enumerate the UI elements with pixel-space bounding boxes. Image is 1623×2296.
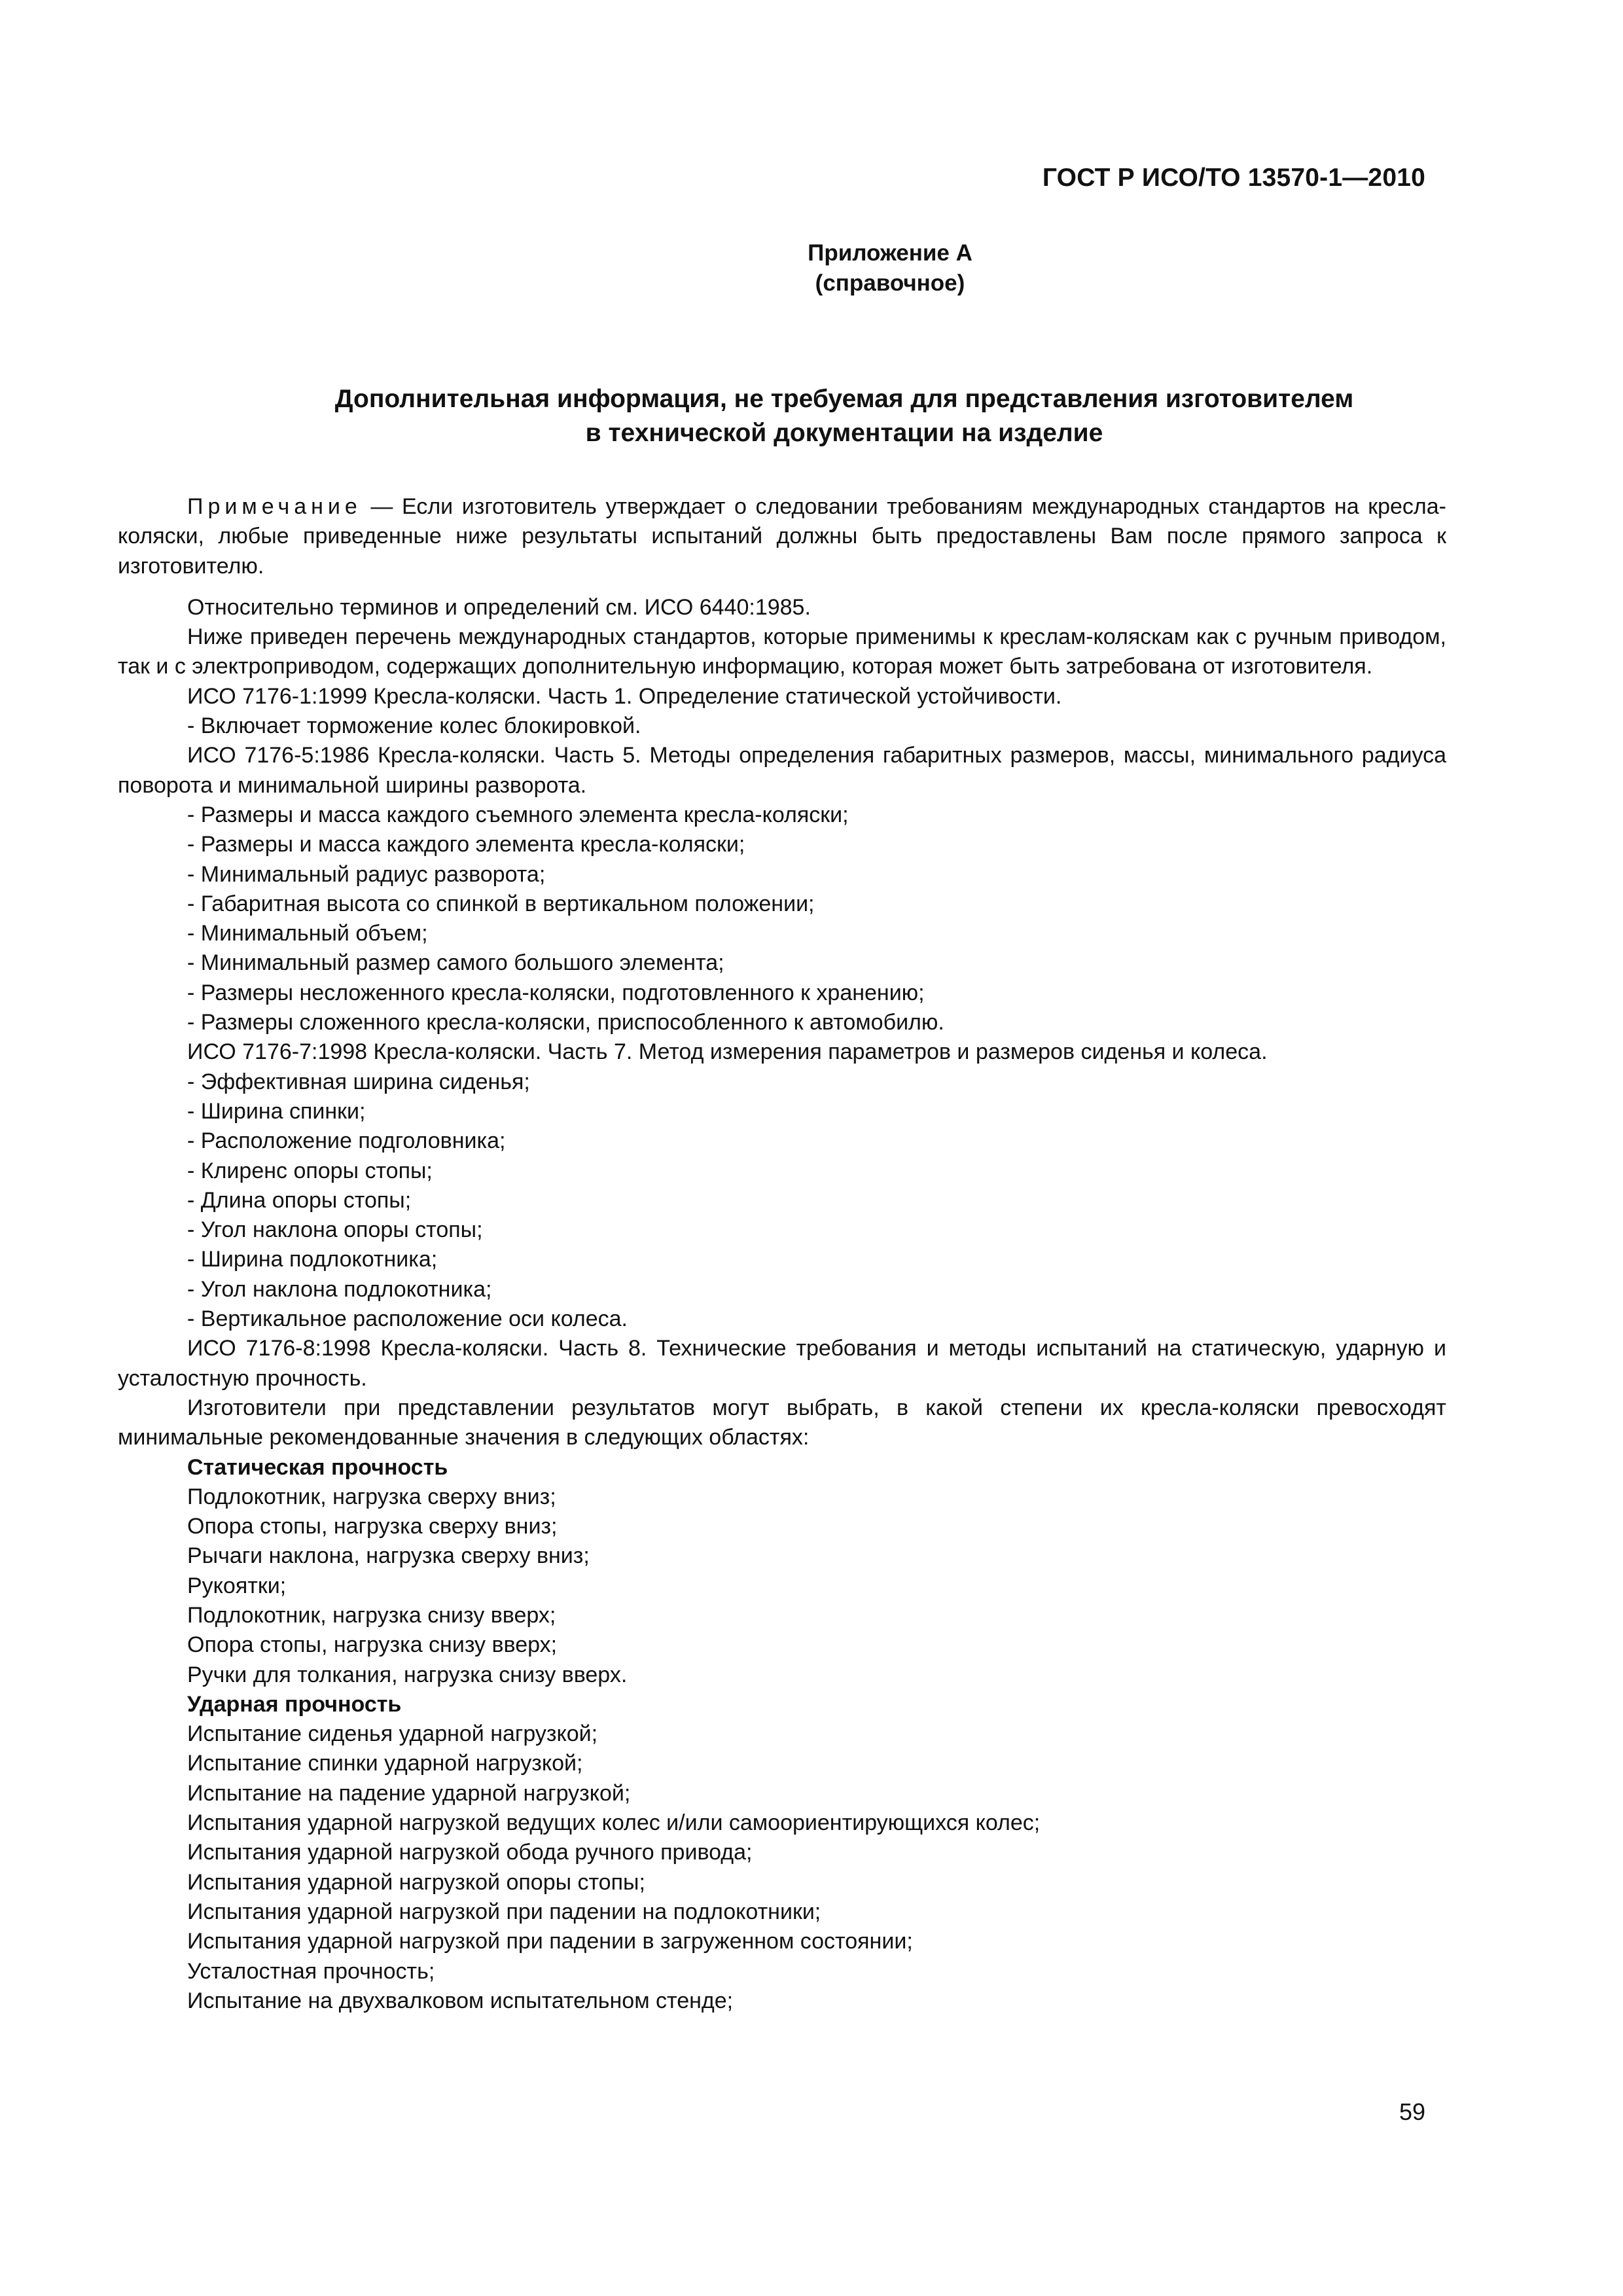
list-item: - Включает торможение колес блокировкой.	[187, 713, 641, 739]
note-paragraph	[118, 492, 1446, 581]
list-item: Испытания ударной нагрузкой обода ручного привода;	[187, 1840, 753, 1865]
list-item: - Габаритная высота со спинкой в вертикальном положении;	[187, 891, 815, 916]
list-item: Испытание спинки ударной нагрузкой;	[187, 1751, 583, 1776]
list-item: Опора стопы, нагрузка снизу вверх;	[187, 1632, 558, 1658]
iso-7176-7-paragraph: ИСО 7176-7:1998 Кресла-коляски. Часть 7. Метод измерения параметров и размеров сиденья и колеса.	[187, 1039, 1268, 1065]
list-item: - Эффективная ширина сиденья;	[187, 1069, 530, 1094]
list-item: - Угол наклона опоры стопы;	[187, 1217, 483, 1243]
manufacturers-paragraph: Изготовители при представлении результатов могут выбрать, в какой степени их кресла-коляски превосходят минимальные рекомендованные значения в следующих областях:	[118, 1395, 1446, 1450]
static-strength-heading: Статическая прочность	[187, 1454, 448, 1480]
list-item: Испытания ударной нагрузкой ведущих колес и/или самоориентирующихся колес;	[187, 1810, 1041, 1836]
note-lead: Примечание	[187, 494, 362, 519]
static-strength-list	[118, 1482, 1446, 1690]
list-item: - Размеры и масса каждого съемного элемента кресла-коляски;	[187, 802, 849, 827]
list-item: Испытания ударной нагрузкой опоры стопы;	[187, 1869, 645, 1895]
impact-strength-heading: Ударная прочность	[187, 1691, 402, 1717]
appendix-title	[0, 382, 1623, 450]
note-text: — Если изготовитель утверждает о следовании требованиям международных стандартов на кресла-коляски, любые приведенные ниже результаты испытаний должны быть предоставлены Вам после прямого запроса к изготовителю.	[118, 494, 1446, 579]
list-item: - Клиренс опоры стопы;	[187, 1158, 433, 1183]
appendix-label: Приложение А	[808, 240, 972, 266]
document-body	[118, 492, 1446, 2016]
list-item: - Ширина подлокотника;	[187, 1247, 438, 1272]
list-item: Рукоятки;	[187, 1573, 287, 1598]
list-item: - Минимальный объем;	[187, 921, 428, 946]
list-item: Испытание на падение ударной нагрузкой;	[187, 1780, 631, 1806]
iso-7176-7-list	[118, 1067, 1446, 1335]
list-item: - Вертикальное расположение оси колеса.	[187, 1306, 628, 1332]
list-item: Опора стопы, нагрузка сверху вниз;	[187, 1514, 558, 1539]
list-item: - Угол наклона подлокотника;	[187, 1276, 492, 1302]
appendix-type: (справочное)	[815, 270, 965, 296]
list-item: Подлокотник, нагрузка сверху вниз;	[187, 1484, 556, 1509]
list-item: - Длина опоры стопы;	[187, 1187, 412, 1213]
list-item: Усталостная прочность;	[187, 1958, 435, 1984]
iso-7176-1-paragraph: ИСО 7176-1:1999 Кресла-коляски. Часть 1. Определение статической устойчивости.	[187, 683, 1062, 709]
list-item: - Размеры сложенного кресла-коляски, приспособленного к автомобилю.	[187, 1010, 944, 1035]
iso-7176-8-paragraph: ИСО 7176-8:1998 Кресла-коляски. Часть 8. Технические требования и методы испытаний на статическую, ударную и усталостную прочность.	[118, 1336, 1446, 1391]
iso-7176-1-list	[118, 711, 1446, 741]
iso-7176-5-paragraph: ИСО 7176-5:1986 Кресла-коляски. Часть 5. Методы определения габаритных размеров, массы, минимального радиуса поворота и минимальной ширины разворота.	[118, 743, 1446, 798]
list-item: Испытание на двухвалковом испытательном стенде;	[187, 1988, 734, 2013]
impact-strength-list	[118, 1719, 1446, 2016]
list-item: - Расположение подголовника;	[187, 1128, 506, 1154]
intro-paragraph: Ниже приведен перечень международных стандартов, которые применимы к креслам-коляскам как с ручным приводом, так и с электроприводом, содержащих дополнительную информацию, которая может быть затребована от изготовителя.	[118, 624, 1446, 679]
list-item: Испытания ударной нагрузкой при падении в загруженном состоянии;	[187, 1929, 913, 1954]
list-item: - Размеры и масса каждого элемента кресла-коляски;	[187, 832, 745, 857]
appendix-heading	[0, 238, 1623, 298]
page-number: 59	[1399, 2098, 1425, 2125]
iso-7176-5-list	[118, 800, 1446, 1037]
list-item: Испытания ударной нагрузкой при падении на подлокотники;	[187, 1899, 821, 1924]
document-code: ГОСТ Р ИСО/ТО 13570-1—2010	[1042, 164, 1425, 192]
title-line-2: в технической документации на изделие	[585, 419, 1103, 447]
list-item: - Минимальный размер самого большого элемента;	[187, 950, 724, 976]
list-item: Подлокотник, нагрузка снизу вверх;	[187, 1602, 556, 1628]
list-item: Испытание сиденья ударной нагрузкой;	[187, 1721, 598, 1747]
list-item: - Минимальный радиус разворота;	[187, 861, 546, 887]
title-line-1: Дополнительная информация, не требуемая для представления изготовителем	[334, 385, 1354, 413]
list-item: Ручки для толкания, нагрузка снизу вверх.	[187, 1662, 628, 1687]
terms-paragraph: Относительно терминов и определений см. ИСО 6440:1985.	[187, 594, 811, 620]
list-item: Рычаги наклона, нагрузка сверху вниз;	[187, 1543, 590, 1569]
list-item: - Ширина спинки;	[187, 1098, 366, 1124]
list-item: - Размеры несложенного кресла-коляски, подготовленного к хранению;	[187, 980, 925, 1005]
